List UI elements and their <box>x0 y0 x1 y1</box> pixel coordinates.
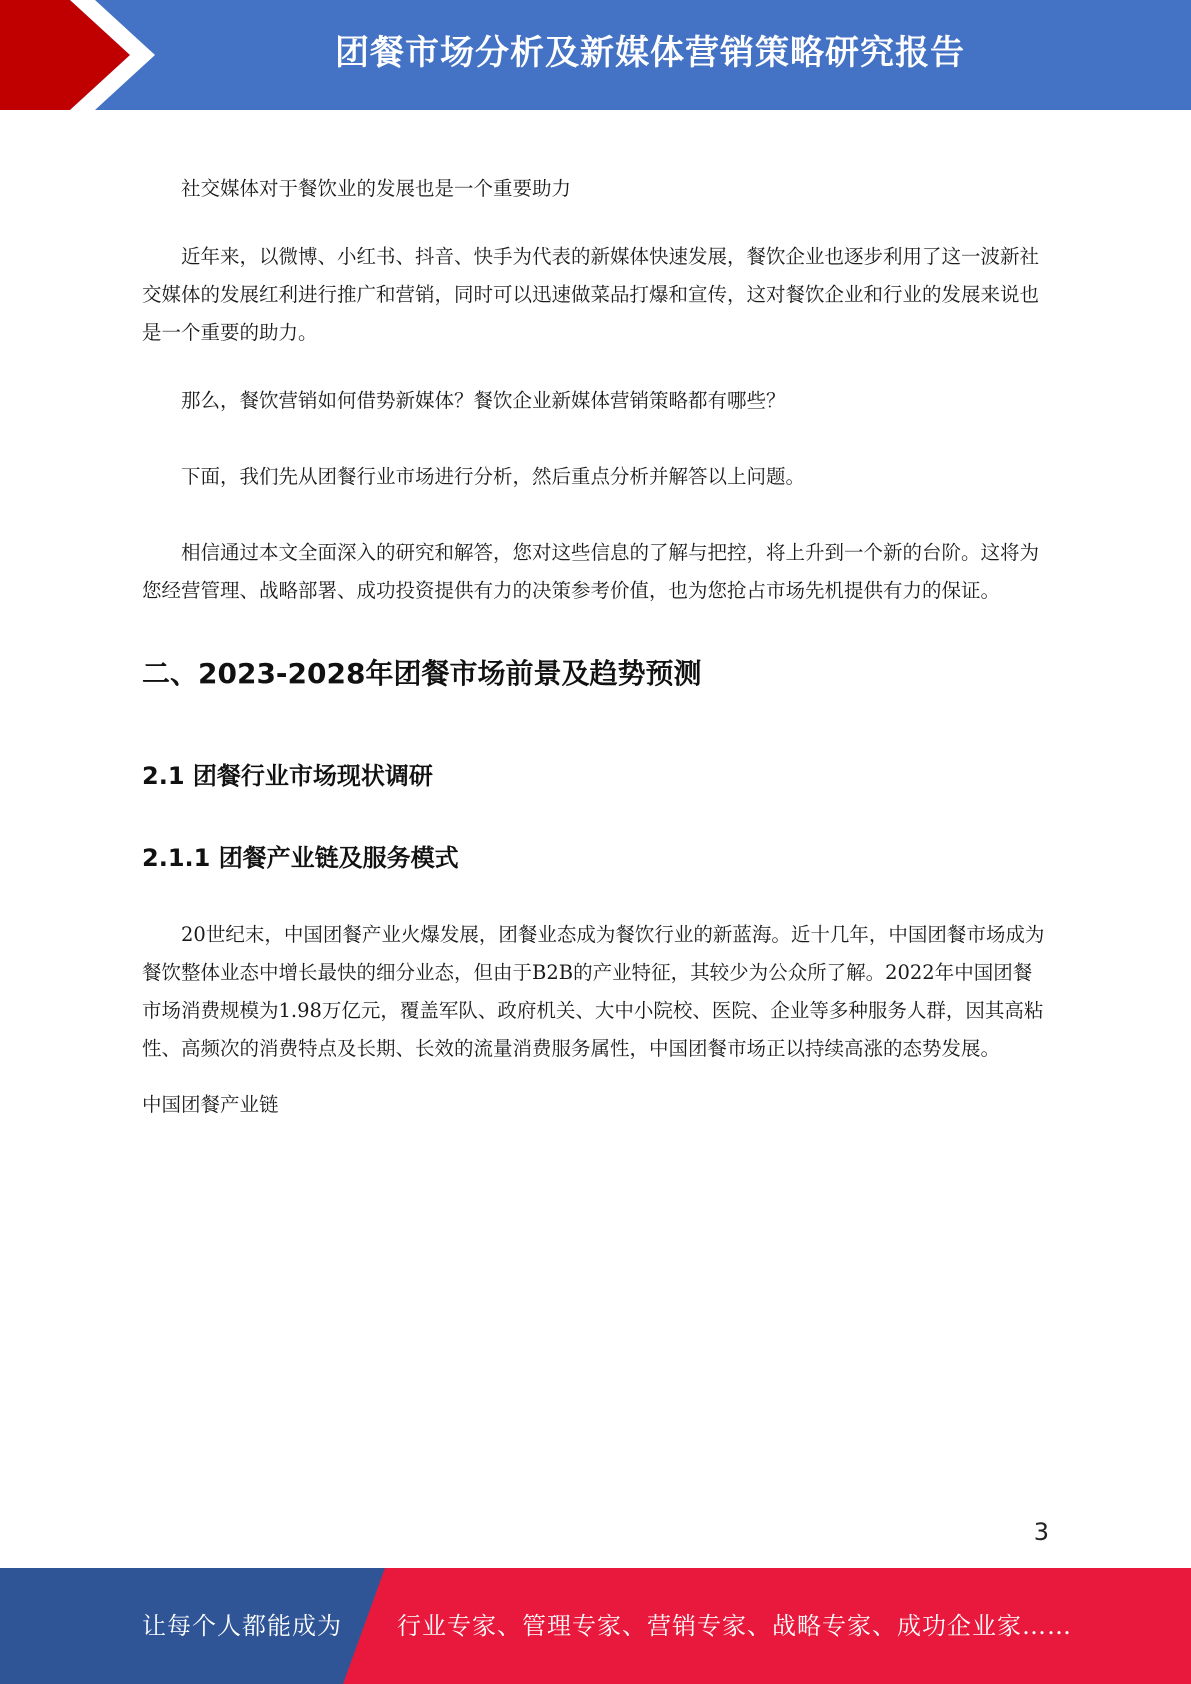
subsection-heading: 2.1 团餐行业市场现状调研 <box>142 762 433 790</box>
paragraph: 社交媒体对于餐饮业的发展也是一个重要助力 <box>181 177 572 200</box>
paragraph: 近年来，以微博、小红书、抖音、快手为代表的新媒体快速发展，餐饮企业也逐步利用了这一波新社交媒体的发展红利进行推广和营销，同时可以迅速做菜品打爆和宣传，这对餐饮企业和行业的发展来说也是一个重要的助力。 <box>142 245 1040 344</box>
paragraph: 下面，我们先从团餐行业市场进行分析，然后重点分析并解答以上问题。 <box>181 465 806 488</box>
document-title: 团餐市场分析及新媒体营销策略研究报告 <box>335 33 965 73</box>
page-number: 3 <box>1033 1518 1049 1546</box>
paragraph: 20世纪末，中国团餐产业火爆发展，团餐业态成为餐饮行业的新蓝海。近十几年，中国团餐市场成为餐饮整体业态中增长最快的细分业态，但由于B2B的产业特征，其较少为公众所了解。2022年中国团餐市场消费规模为1.98万亿元，覆盖军队、政府机关、大中小院校、医院、企业等多种服务人群，因其高粘性、高频次的消费特点及长期、长效的流量消费服务属性，中国团餐市场正以持续高涨的态势发展。 <box>142 923 1045 1060</box>
figure-caption: 中国团餐产业链 <box>142 1093 279 1116</box>
footer-banner <box>0 1568 1191 1684</box>
section-heading: 二、2023-2028年团餐市场前景及趋势预测 <box>142 657 702 690</box>
document-body <box>142 170 1047 1124</box>
paragraph: 相信通过本文全面深入的研究和解答，您对这些信息的了解与把控，将上升到一个新的台阶。这将为您经营管理、战略部署、成功投资提供有力的决策参考价值，也为您抢占市场先机提供有力的保证。 <box>142 541 1040 602</box>
footer-slogan-left: 让每个人都能成为 <box>142 1612 342 1640</box>
footer-slogan-right: 行业专家、管理专家、营销专家、战略专家、成功企业家…… <box>397 1612 1072 1640</box>
paragraph: 那么，餐饮营销如何借势新媒体？餐饮企业新媒体营销策略都有哪些？ <box>181 389 786 412</box>
subsubsection-heading: 2.1.1 团餐产业链及服务模式 <box>142 844 459 872</box>
header-banner <box>0 0 1191 110</box>
